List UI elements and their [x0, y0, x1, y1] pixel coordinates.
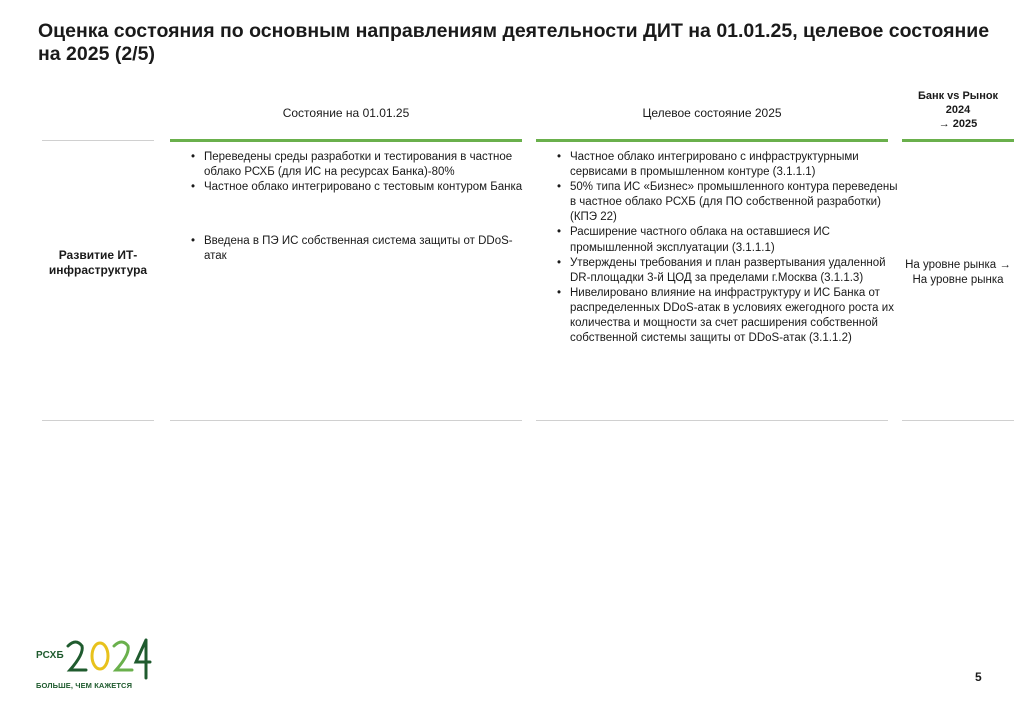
- target-item: • Нивелировано влияние на инфраструктуру и ИС Банка от распределенных DDoS-атак в условиях ежегодного роста их количества и мощности за счет расширения собственной собственной системы защиты от DDoS-атак (3.1.1.2): [570, 286, 900, 346]
- current-item: • Переведены среды разработки и тестирования в частное облако РСХБ (для ИС на ресурсах Банка)-80%: [204, 150, 534, 180]
- bottom-rule-target: [536, 420, 888, 421]
- bottom-rule-benchmark: [902, 420, 1014, 421]
- row-label: Развитие ИТ-инфраструктура: [48, 248, 148, 277]
- logo-digit-0-icon: [92, 643, 108, 669]
- column-header-target: Целевое состояние 2025: [642, 106, 782, 120]
- benchmark-value: На уровне рынка → На уровне рынка: [905, 259, 1011, 286]
- column-header-current: Состояние на 01.01.25: [282, 106, 410, 120]
- benchmark-header-line1: Банк vs Рынок: [917, 90, 999, 102]
- header-rule-benchmark: [902, 139, 1014, 142]
- target-item: • 50% типа ИС «Бизнес» промышленного контура переведены в частное облако РСХБ (для ПО собственной разработки) (КПЭ 22): [570, 180, 900, 225]
- target-item: • Частное облако интегрировано с инфраструктурными сервисами в промышленном контуре (3.1.1.1): [570, 150, 900, 180]
- benchmark-header-line3: → 2025: [938, 118, 978, 130]
- logo-year-graphic: [36, 636, 156, 682]
- target-state-list: [552, 150, 900, 346]
- page-number: 5: [975, 670, 982, 684]
- current-item: • Введена в ПЭ ИС собственная система защиты от DDoS-атак: [204, 234, 534, 264]
- header-rule-current: [170, 139, 522, 142]
- target-item: • Утверждены требования и план развертывания удаленной DR-площадки 3-й ЦОД за пределами г.Москва (3.1.1.3): [570, 256, 900, 286]
- current-item: • Частное облако интегрировано с тестовым контуром Банка: [204, 180, 534, 195]
- target-item: • Расширение частного облака на оставшиеся ИС промышленной эксплуатации (3.1.1.1): [570, 225, 900, 255]
- logo-brand-text: РСХБ: [36, 650, 64, 661]
- current-state-list: [186, 150, 534, 264]
- logo-digit-4-icon: [136, 640, 150, 678]
- logo-digit-2b-icon: [114, 642, 132, 670]
- header-rule-label: [42, 140, 154, 141]
- bottom-rule-current: [170, 420, 522, 421]
- column-header-benchmark: [902, 89, 1014, 131]
- bottom-rule-label: [42, 420, 154, 421]
- page-title: Оценка состояния по основным направлениям деятельности ДИТ на 01.01.25, целевое состояние на 2025 (2/5): [38, 20, 990, 65]
- benchmark-header-line2: 2024: [945, 104, 971, 116]
- logo-digit-2a-icon: [68, 642, 86, 670]
- logo-slogan: БОЛЬШЕ, ЧЕМ КАЖЕТСЯ: [36, 681, 133, 690]
- company-logo: [36, 636, 156, 694]
- header-rule-target: [536, 139, 888, 142]
